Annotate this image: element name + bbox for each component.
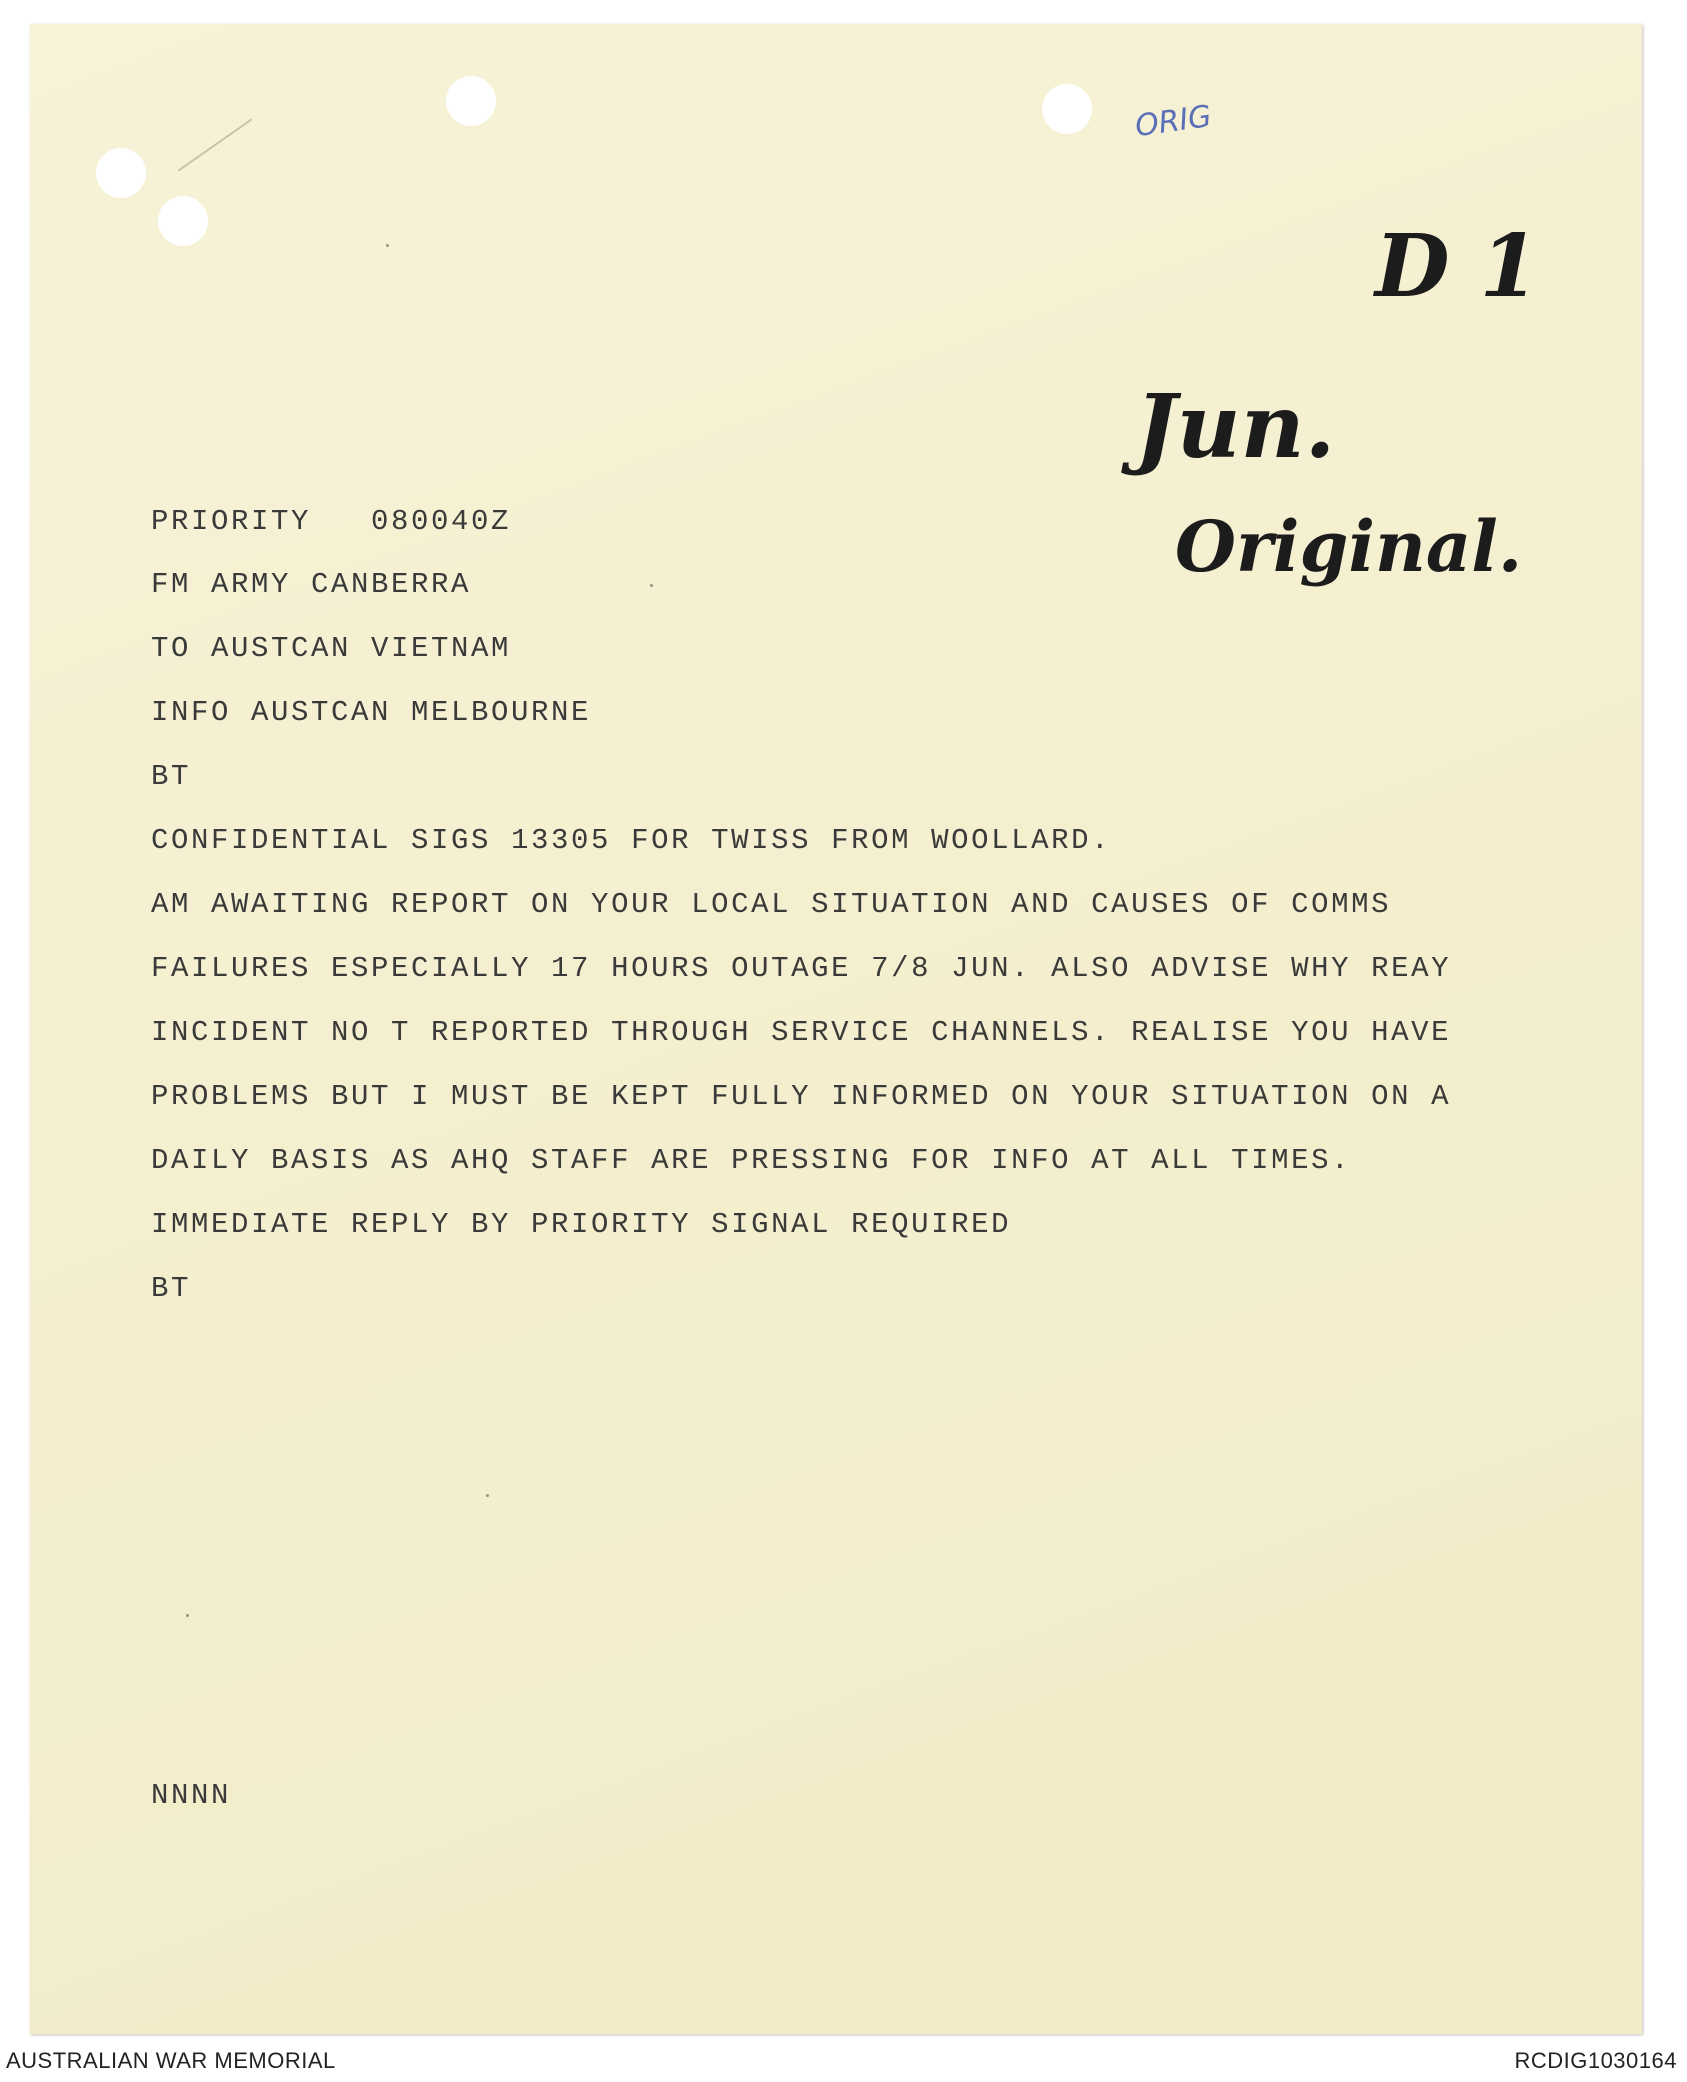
body-line: CONFIDENTIAL SIGS 13305 FOR TWISS FROM WOOLLARD.: [151, 824, 1112, 857]
paper-speck: [186, 1614, 189, 1617]
body-line: INCIDENT NO T REPORTED THROUGH SERVICE CHANNELS. REALISE YOU HAVE: [151, 1016, 1452, 1049]
footer-institution: AUSTRALIAN WAR MEMORIAL: [6, 2048, 336, 2073]
break-end: BT: [151, 1272, 192, 1305]
break-start: BT: [151, 760, 192, 793]
punch-hole: [446, 76, 496, 126]
to-line: TO AUSTCAN VIETNAM: [151, 632, 512, 665]
stamp-mark: ORIG: [1132, 98, 1214, 145]
punch-hole: [96, 148, 146, 198]
punch-hole: [1042, 84, 1092, 134]
from-line: FM ARMY CANBERRA: [151, 568, 472, 601]
precedence-line: PRIORITY 080040Z: [151, 505, 512, 538]
body-line: FAILURES ESPECIALLY 17 HOURS OUTAGE 7/8 JUN. ALSO ADVISE WHY REAY: [151, 952, 1452, 985]
handwritten-file-code: D 1: [1375, 216, 1540, 317]
end-of-message: NNNN: [151, 1779, 232, 1812]
body-line: PROBLEMS BUT I MUST BE KEPT FULLY INFORMED ON YOUR SITUATION ON A: [151, 1080, 1452, 1113]
info-line: INFO AUSTCAN MELBOURNE: [151, 696, 592, 729]
paper-speck: [650, 584, 653, 587]
handwritten-note-original: Original.: [1175, 505, 1523, 588]
paper-crease: [178, 118, 253, 171]
body-line: DAILY BASIS AS AHQ STAFF ARE PRESSING FOR INFO AT ALL TIMES.: [151, 1144, 1352, 1177]
punch-hole: [158, 196, 208, 246]
handwritten-note-jun: Jun.: [1135, 374, 1336, 478]
footer-record-id: RCDIG1030164: [1514, 2048, 1677, 2073]
paper-speck: [486, 1494, 489, 1497]
body-line: AM AWAITING REPORT ON YOUR LOCAL SITUATION AND CAUSES OF COMMS: [151, 888, 1392, 921]
paper-speck: [386, 244, 389, 247]
body-line: IMMEDIATE REPLY BY PRIORITY SIGNAL REQUIRED: [151, 1208, 1012, 1241]
